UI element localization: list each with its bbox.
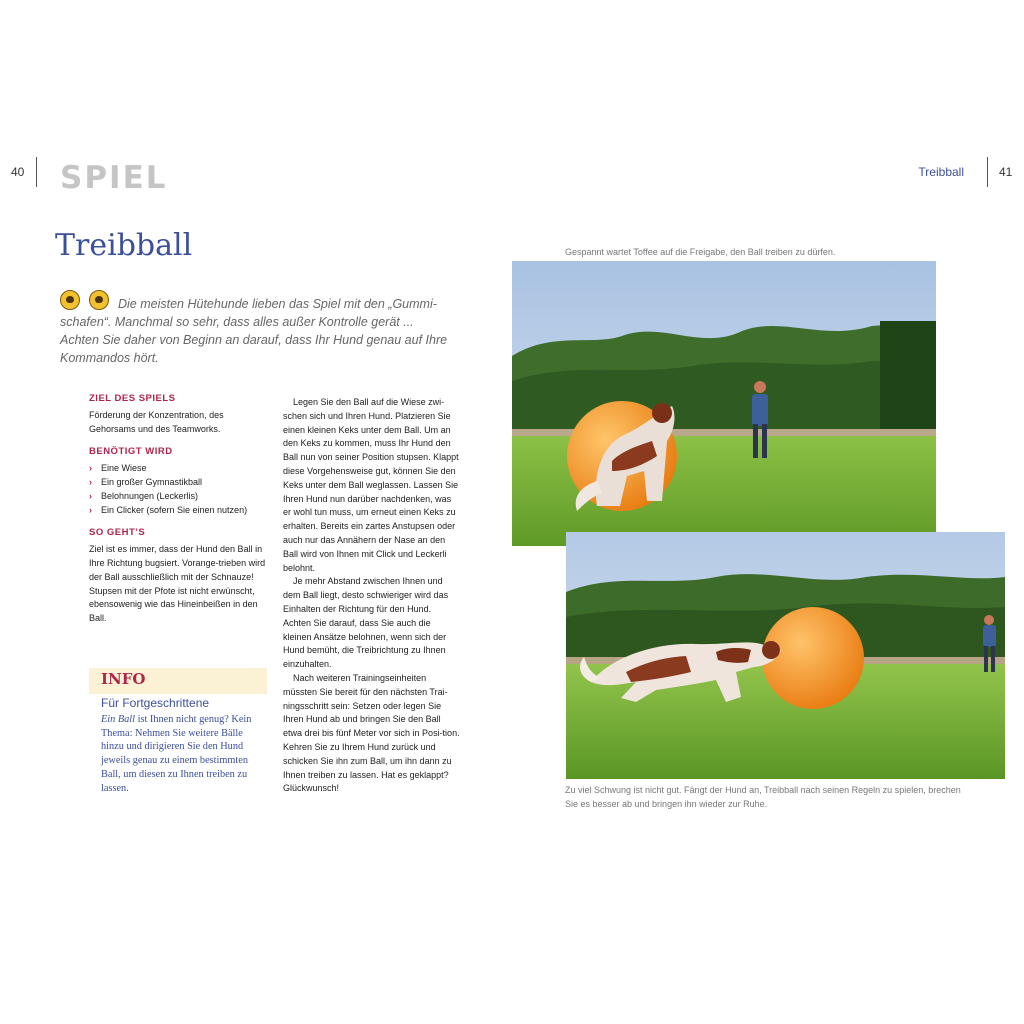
list-item: › Ein Clicker (sofern Sie einen nutzen) — [89, 504, 269, 518]
info-text — [101, 713, 266, 796]
sidebar-column — [89, 392, 269, 635]
list-item: › Eine Wiese — [89, 462, 269, 476]
page-number-right: 41 — [999, 165, 1013, 179]
info-lead: Ein Ball — [101, 713, 136, 725]
photo-dog-pushing-ball — [566, 532, 1005, 779]
info-box-header — [89, 668, 267, 694]
body-paragraph: Je mehr Abstand zwischen Ihnen und dem Ball liegt, desto schwieriger wird das Einhalten der Richtung für den Hund. Achten Sie darauf, dass Sie auch die kleinen Ansätze belohnen, wenn sich der Hund bemüht, die Treibrichtung zu Ihnen einzuhalten. — [283, 576, 449, 670]
goal-text: Förderung der Konzentration, des Gehorsams und des Teamworks. — [89, 409, 224, 434]
info-body: ist Ihnen nicht genug? Kein Thema: Nehmen Sie weitere Bälle hinzu und dirigieren Sie den Hund jeweils genau zu einem bestimmten Ball, um diesen zu Ihnen treiben zu lassen. — [101, 713, 252, 794]
howto-heading: SO GEHT’S — [89, 527, 146, 539]
howto-text: Ziel ist es immer, dass der Hund den Ball in Ihre Richtung bugsiert. Vorange-trieben wird der Ball ausschließlich mit der Schnauze! Stupsen mit der Pfote ist nicht erwünscht, ebensowenig wie das Hineinbeißen in den Ball. — [89, 544, 266, 624]
section-title: SPIEL — [60, 160, 168, 196]
list-item: › Ein großer Gymnastikball — [89, 476, 269, 490]
list-item: › Belohnungen (Leckerlis) — [89, 490, 269, 504]
needed-list — [89, 462, 269, 517]
page-number-left: 40 — [11, 165, 25, 179]
info-subheading: Für Fortgeschrittene — [101, 696, 210, 710]
running-title: Treibball — [918, 165, 964, 179]
article-title: Treibball — [55, 228, 193, 263]
body-paragraph: Nach weiteren Trainingseinheiten müssten Sie bereit für den nächsten Trai-ningsschritt sein: Setzen oder legen Sie Ihren Hund ab und bringen Sie den Ball etwa drei bis fünf Meter vor sich in Posi-tion. Kehren Sie zu Ihrem Hund zurück und schicken Sie ihn zum Ball, um ihn dann zu Ihnen treiben zu lassen. Hat es geklappt? Glückwunsch! — [283, 672, 460, 794]
body-paragraph: Legen Sie den Ball auf die Wiese zwi-schen sich und Ihren Hund. Platzieren Sie einen kleinen Keks unter dem Ball. Um an den Keks zu kommen, muss Ihr Hund den Ball nun von seiner Position stupsen. Klappt diese Vorgehensweise gut, können Sie den Keks unter dem Ball weglassen. Lassen Sie Ihren Hund nun darüber nachdenken, was er wohl tun muss, um erneut einen Keks zu erhalten. Bereits ein zartes Anstupsen oder auch nur das Annähern der Nase an den Ball wird von Ihnen mit Click und Leckerli belohnt. — [283, 397, 459, 573]
intro-text — [60, 295, 450, 367]
needed-heading: BENÖTIGT WIRD — [89, 446, 173, 458]
body-column — [283, 396, 461, 796]
intro-body: Die meisten Hütehunde lieben das Spiel mit den „Gummi-schafen“. Manchmal so sehr, dass alles außer Kontrolle gerät ... Achten Sie daher von Beginn an darauf, dass Ihr Hund genau auf Ihre Kommandos hört. — [60, 297, 448, 365]
header-divider-left — [36, 157, 37, 187]
photo-dog-waiting — [512, 261, 936, 546]
photo-caption-top: Gespannt wartet Toffee auf die Freigabe, den Ball treiben zu dürfen. — [565, 247, 836, 257]
goal-heading: ZIEL DES SPIELS — [89, 393, 176, 404]
photo-caption-bottom: Zu viel Schwung ist nicht gut. Fängt der Hund an, Treibball nach seinen Regeln zu spielen, brechen Sie es besser ab und bringen ihn wieder zur Ruhe. — [565, 785, 961, 809]
info-label: INFO — [101, 670, 146, 688]
info-box — [101, 697, 266, 796]
header-divider-right — [987, 157, 988, 187]
